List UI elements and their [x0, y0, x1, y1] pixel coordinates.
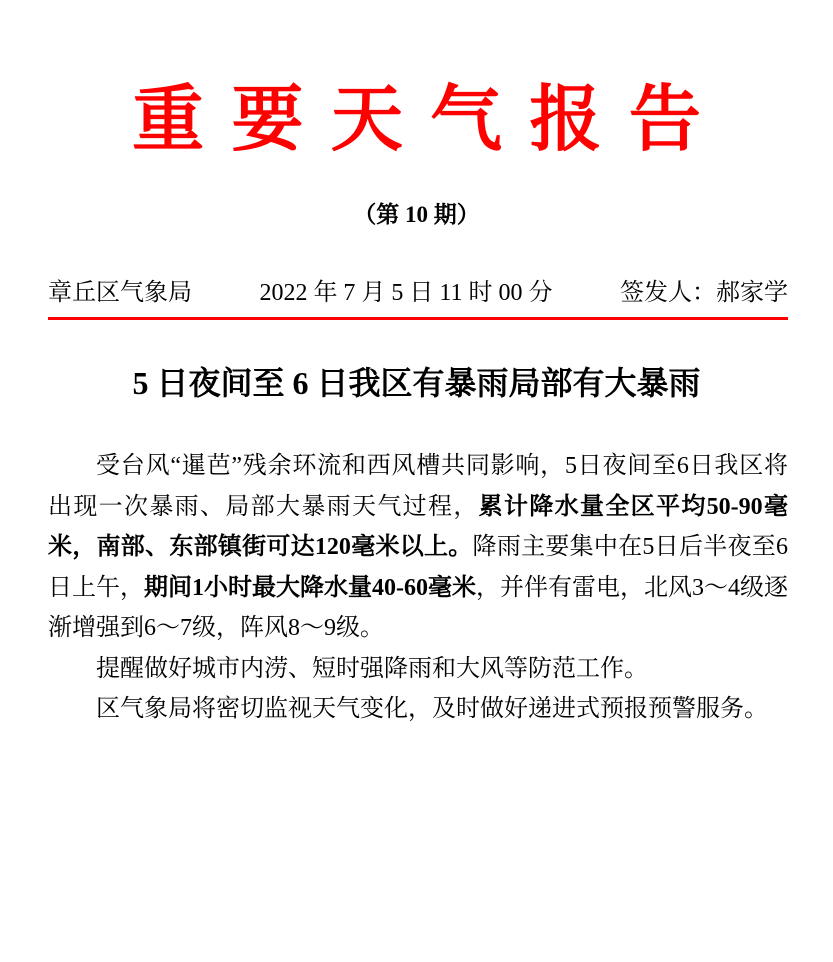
- issue-number: （第 10 期）: [353, 202, 480, 227]
- paragraph-reminder: [48, 649, 788, 690]
- meta-row: [48, 280, 788, 306]
- forecast-run-3: 降雨主要集中在5日后半夜至6日上午，: [48, 534, 789, 601]
- signer: 签发人：郝家学: [619, 280, 788, 306]
- forecast-run-5: ，并伴有雷电，北风3～4级逐渐增强到6～7级，阵风8～9级。: [48, 574, 788, 641]
- report-title: 重要天气报告: [132, 80, 729, 160]
- issue-datetime: 2022 年 7 月 5 日 11 时 00 分: [259, 280, 553, 306]
- reminder-run-1: 提醒做好城市内涝、短时强降雨和大风等防范工作。: [96, 655, 648, 682]
- report-header: [0, 0, 833, 228]
- paragraph-forecast: [48, 446, 788, 649]
- service-run-1: 区气象局将密切监视天气变化，及时做好递进式预报预警服务。: [96, 696, 768, 722]
- forecast-run-1: 受台风“暹芭”残余环流和西风槽共同影响，5日夜间至6日我区将出现一次暴雨、局部大暴雨天气过程，: [48, 453, 788, 520]
- agency-name: 章丘区气象局: [48, 280, 192, 306]
- forecast-run-2-bold: 累计降水量全区平均50-90毫米，南部、东部镇街可达120毫米以上。: [48, 493, 788, 560]
- forecast-run-4-bold: 期间1小时最大降水量40-60毫米: [144, 574, 476, 601]
- report-body: [48, 446, 788, 730]
- paragraph-service: [48, 689, 788, 730]
- forecast-headline: 5 日夜间至 6 日我区有暴雨局部有大暴雨: [132, 365, 701, 401]
- red-divider-rule: [48, 317, 788, 320]
